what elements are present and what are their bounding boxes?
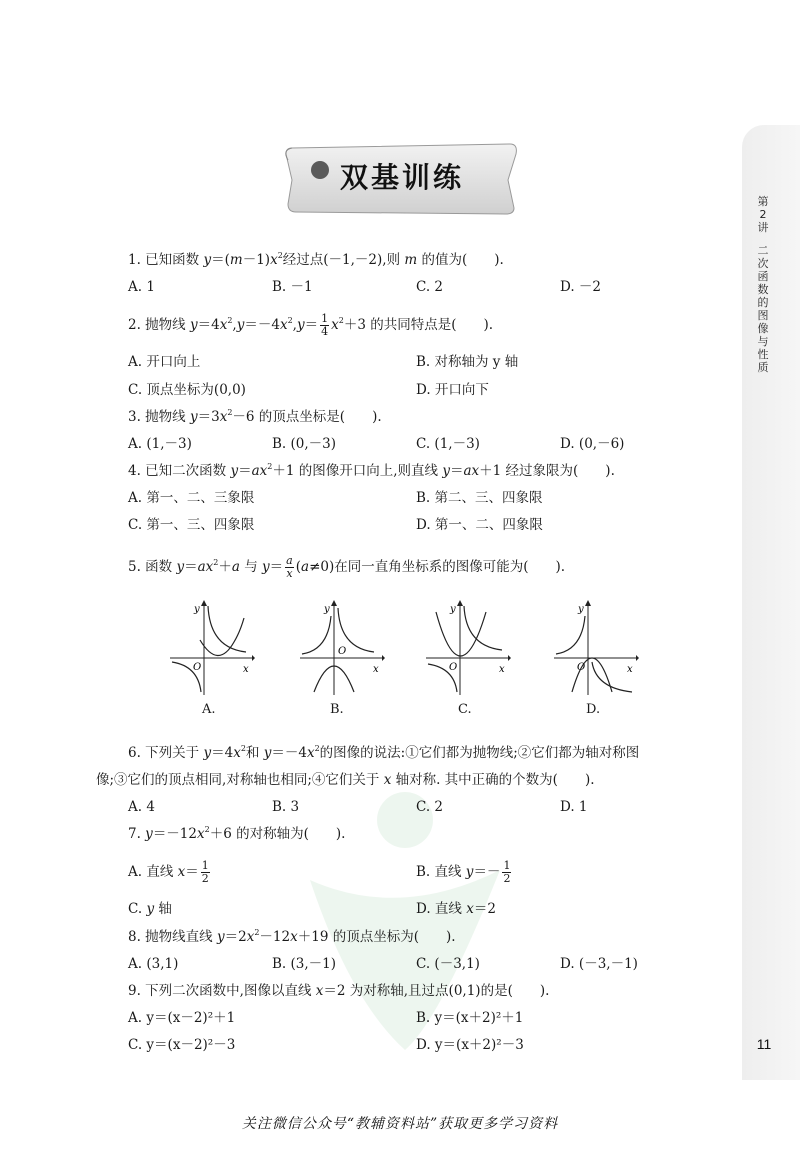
q5-graph-label-d: D. bbox=[586, 702, 601, 717]
svg-text:y: y bbox=[324, 604, 330, 615]
side-topic: 二次函数的图像与性质 bbox=[757, 244, 769, 374]
q1-option-c: C. 2 bbox=[416, 279, 444, 295]
q7-stem: 7. $y=-12x^2+6$ 的对称轴为( ). bbox=[128, 825, 346, 842]
section-title: 双基训练 bbox=[340, 161, 465, 194]
q3-option-a: A. (1,－3) bbox=[128, 436, 192, 452]
q1-option-d: D. －2 bbox=[560, 279, 602, 295]
page-number: 11 bbox=[756, 1036, 772, 1052]
q5-graph-a bbox=[170, 600, 255, 695]
q9-stem: 9. 下列二次函数中,图像以直线 x＝2 为对称轴,且过点(0,1)的是( ). bbox=[128, 983, 550, 999]
q1-option-b: B. －1 bbox=[272, 279, 313, 295]
q3-option-b: B. (0,－3) bbox=[272, 436, 337, 452]
q7-option-d: D. 直线 x＝2 bbox=[416, 901, 496, 917]
q5-graphs bbox=[160, 600, 650, 720]
svg-text:y: y bbox=[450, 604, 456, 615]
q1-option-a: A. 1 bbox=[128, 279, 155, 295]
q5-graph-label-b: B. bbox=[330, 702, 344, 717]
q6-stem-line2: 像;③它们的顶点相同,对称轴也相同;④它们关于 x 轴对称. 其中正确的个数为( ). bbox=[96, 772, 595, 788]
q4-option-c: C. 第一、三、四象限 bbox=[128, 517, 255, 533]
q9-option-c: C. y＝(x－2)²－3 bbox=[128, 1037, 236, 1053]
q2-option-c: C. 顶点坐标为(0,0) bbox=[128, 382, 246, 398]
q4-option-d: D. 第一、二、四象限 bbox=[416, 517, 543, 533]
banner-dot-icon bbox=[311, 161, 329, 179]
q5-stem: 5. 函数 $y=ax^2+a$ 与 y＝ $\frac{a}{x}$ (a≠0)在同一直角坐标系的图像可能为( ). bbox=[128, 554, 566, 580]
q4-stem: 4. 已知二次函数 $y=ax^2+1$ 的图像开口向上,则直线 y＝ax＋1 经过象限为( ). bbox=[128, 462, 615, 479]
svg-text:y: y bbox=[578, 604, 584, 615]
q6-option-b: B. 3 bbox=[272, 799, 300, 815]
q9-option-a: A. y＝(x－2)²＋1 bbox=[128, 1010, 236, 1026]
q6-option-d: D. 1 bbox=[560, 799, 588, 815]
svg-text:x: x bbox=[243, 664, 249, 675]
q7-option-b: B. 直线 y＝－ $\frac{1}{2}$ bbox=[416, 859, 511, 885]
q5-graph-c bbox=[426, 600, 511, 695]
svg-text:y: y bbox=[194, 604, 200, 615]
q9-option-b: B. y＝(x＋2)²＋1 bbox=[416, 1010, 524, 1026]
svg-text:x: x bbox=[627, 664, 633, 675]
q2-stem: 2. 抛物线 $y=4x^2,y=-4x^2,y=$ $\frac{1}{4}$ $x^2+3$ 的共同特点是( ). bbox=[128, 312, 494, 338]
q8-stem: 8. 抛物线直线 $y=2x^2-12x+19$ 的顶点坐标为( ). bbox=[128, 928, 456, 945]
footer-note: 关注微信公众号“教辅资料站”获取更多学习资料 bbox=[241, 1116, 559, 1132]
q5-graph-d bbox=[554, 600, 639, 695]
q3-option-c: C. (1,－3) bbox=[416, 436, 480, 452]
q8-option-d: D. (－3,－1) bbox=[560, 956, 638, 972]
q8-option-b: B. (3,－1) bbox=[272, 956, 337, 972]
svg-text:O: O bbox=[449, 662, 458, 673]
q9-option-d: D. y＝(x＋2)²－3 bbox=[416, 1037, 524, 1053]
q7-option-a: A. 直线 x＝ $\frac{1}{2}$ bbox=[128, 859, 209, 885]
q5-graph-label-a: A. bbox=[202, 702, 216, 717]
svg-text:x: x bbox=[499, 664, 505, 675]
q4-option-a: A. 第一、二、三象限 bbox=[128, 490, 255, 506]
svg-text:O: O bbox=[338, 646, 347, 657]
q1-stem: 1. 已知函数 $y=(m-1)x^2$经过点(－1,－2),则 m 的值为( ). bbox=[128, 251, 504, 268]
q6-option-a: A. 4 bbox=[128, 799, 155, 815]
q5-graph-label-c: C. bbox=[458, 702, 472, 717]
q5-graph-b bbox=[300, 600, 385, 695]
q8-option-a: A. (3,1) bbox=[128, 956, 179, 972]
q6-option-c: C. 2 bbox=[416, 799, 444, 815]
q2-option-b: B. 对称轴为 y 轴 bbox=[416, 354, 519, 370]
q6-stem-line1: 6. 下列关于 $y=4x^2$和 $y=-4x^2$的图像的说法:①它们都为抛物线;②它们都为轴对称图 bbox=[128, 744, 640, 761]
q2-option-a: A. 开口向上 bbox=[128, 354, 201, 370]
svg-text:O: O bbox=[193, 662, 202, 673]
q3-option-d: D. (0,－6) bbox=[560, 436, 625, 452]
q3-stem: 3. 抛物线 $y=3x^2-6$ 的顶点坐标是( ). bbox=[128, 408, 382, 425]
q4-option-b: B. 第二、三、四象限 bbox=[416, 490, 543, 506]
q2-option-d: D. 开口向下 bbox=[416, 382, 489, 398]
svg-text:x: x bbox=[373, 664, 379, 675]
svg-text:O: O bbox=[577, 662, 586, 673]
side-chapter-tab bbox=[742, 125, 800, 1080]
q8-option-c: C. (－3,1) bbox=[416, 956, 480, 972]
q7-option-c: C. y 轴 bbox=[128, 901, 172, 917]
side-chapter-text bbox=[756, 195, 770, 374]
side-lesson: 第2讲 bbox=[757, 195, 769, 234]
